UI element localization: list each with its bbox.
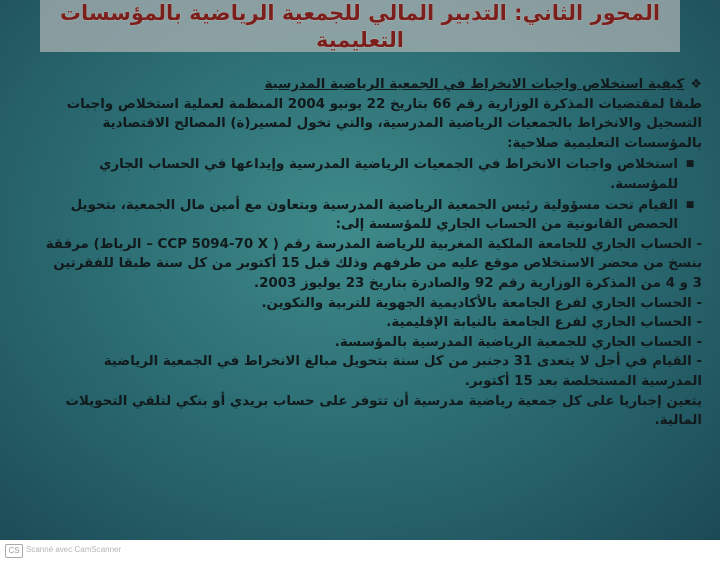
diamond-bullet-icon: ❖ bbox=[690, 77, 702, 92]
scan-footer bbox=[0, 540, 720, 561]
sub-item: - القيام في أجل لا يتعدى 31 دجنبر من كل سنة بتحويل مبالغ الانخراط في الجمعية الرياضية المدرسية المستخلصة بعد 15 أكتوبر. bbox=[103, 354, 702, 389]
section-heading-text: كيفية استخلاص واجبات الانخراط في الجمعية الرياضية المدرسية bbox=[264, 77, 685, 92]
sub-item: - الحساب الجاري للجامعة الملكية المغربية للرياضة المدرسة رقم ( CCP 5094-70 X – الرباط) مرفقة بنسخ من محضر الاستخلاص موقع عليه من طرفهم وذلك قبل 15 أكتوبر من كل سنة طبقا للفقرتين 3 و 4 من المذكرة الوزارية رقم 92 والصادرة بتاريخ 23 يوليوز 2003. bbox=[45, 236, 702, 291]
slide-content bbox=[44, 75, 702, 431]
square-bullet-icon: ■ bbox=[685, 159, 695, 170]
sub-item: - الحساب الجاري لفرع الجامعة بالنيابة الإقليمية. bbox=[386, 315, 702, 331]
intro-paragraph: طبقا لمقتضيات المذكرة الوزارية رقم 66 بتاريخ 22 يونيو 2004 المنظمة لعملية استخلاص واجبات التسجيل والانخراط بالجمعيات الرياضية المدرسية، والتي تخول لمسير(ة) المصالح الاقتصادية بالمؤسسات التعليمية صلاحية: bbox=[66, 96, 702, 151]
camscanner-logo: CS bbox=[5, 544, 23, 558]
bullet-text: استخلاص واجبات الانخراط في الجمعيات الرياضية المدرسية وإيداعها في الحساب الجاري للمؤسسة. bbox=[99, 157, 678, 192]
slide-title: المحور الثاني: التدبير المالي للجمعية الرياضية بالمؤسسات التعليمية bbox=[59, 1, 661, 52]
sub-item-list bbox=[44, 235, 702, 392]
closing-paragraph: يتعين إجباريا على كل جمعية رياضية مدرسية أن تتوفر على حساب بريدي أو بنكي لتلقي التحويلات المالية. bbox=[65, 393, 702, 429]
sub-item: - الحساب الجاري للجمعية الرياضية المدرسية بالمؤسسة. bbox=[334, 334, 702, 350]
watermark-text: Scanné avec CamScanner bbox=[26, 545, 122, 554]
bullet-text: القيام تحت مسؤولية رئيس الجمعية الرياضية المدرسية وبتعاون مع أمين مال الجمعية، بتحويل الحصص القانونية من الحساب الجاري للمؤسسة إلى: bbox=[70, 197, 678, 233]
bullet-item bbox=[44, 155, 702, 194]
bullet-list bbox=[44, 155, 702, 234]
section-heading bbox=[44, 75, 702, 95]
square-bullet-icon: ■ bbox=[685, 199, 695, 210]
bullet-item bbox=[44, 196, 702, 235]
sub-item: - الحساب الجاري لفرع الجامعة بالأكاديمية الجهوية للتربية والتكوين. bbox=[261, 295, 702, 311]
